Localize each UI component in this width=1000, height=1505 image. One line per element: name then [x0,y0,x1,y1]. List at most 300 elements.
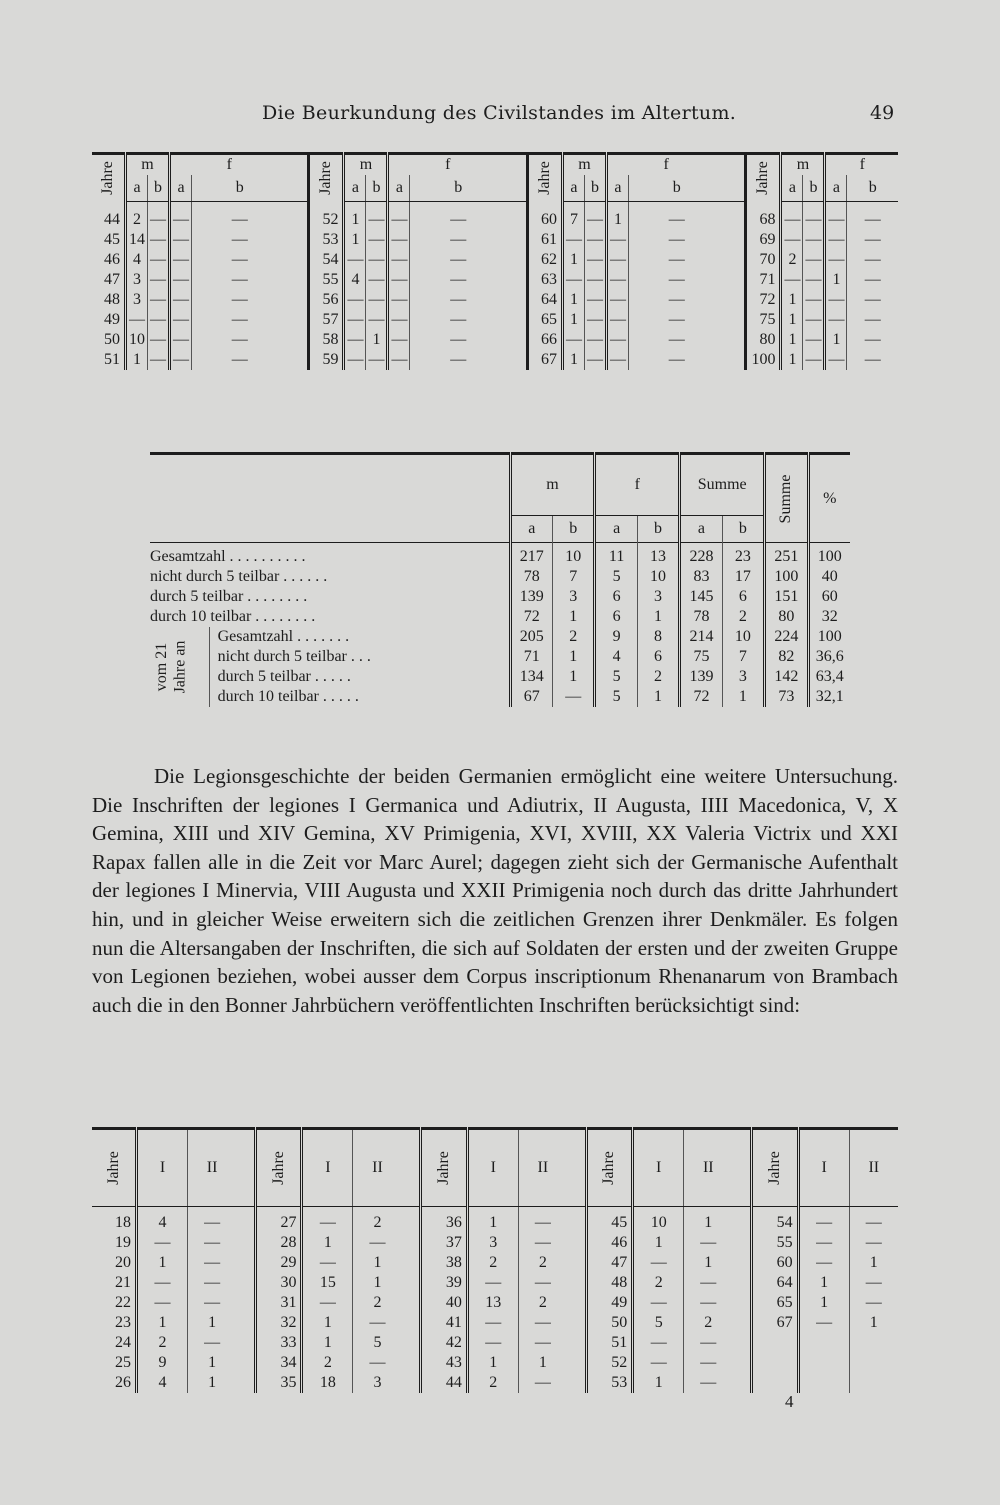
value-cell: 10 [722,627,764,647]
value-cell: 2 [302,1353,353,1373]
value-cell: 40 [808,567,850,587]
table-row [150,587,850,607]
row-label: durch 10 teilbar . . . . . . . . [150,608,316,625]
column-separator [567,1373,586,1393]
ii-header: II [849,1129,898,1207]
year-header-label: Jahre [754,161,772,196]
year-header-label: Jahre [104,1151,122,1185]
value-cell: 251 [765,543,808,568]
value-cell: 71 [510,647,552,667]
value-cell: — [410,230,527,250]
sub-header: b [366,175,388,202]
year-cell: 80 [746,330,781,350]
value-cell: 4 [344,270,366,290]
value-cell: — [148,290,170,310]
value-cell: 2 [781,250,803,270]
year-header [752,1129,799,1207]
value-cell: — [700,1354,717,1371]
value-cell: — [366,270,388,290]
table-row [92,1233,898,1253]
value-cell: — [204,1334,221,1351]
year-cell: 57 [309,310,344,330]
value-cell: 205 [510,627,552,647]
column-separator [236,1313,255,1333]
legion-age-table [92,1127,898,1393]
value-cell: — [366,202,388,231]
value-cell: — [192,310,309,330]
sub-header: b [722,516,764,543]
sub-header: a [562,175,584,202]
column-separator [732,1207,751,1234]
value-cell: 10 [126,330,148,350]
value-cell: — [534,1374,551,1391]
column-separator [567,1353,586,1373]
value-cell [849,1333,898,1353]
column-separator [732,1293,751,1313]
year-cell [752,1353,799,1373]
year-cell: 26 [92,1373,137,1393]
value-cell: — [170,202,192,231]
value-cell: 82 [765,647,808,667]
year-header-label: Jahre [99,161,116,196]
value-cell: 228 [680,543,722,568]
value-cell: 1 [373,1254,382,1271]
sub-header: b [803,175,825,202]
value-cell: — [148,250,170,270]
value-cell: 4 [137,1373,188,1393]
column-separator [732,1353,751,1373]
value-cell: 3 [467,1233,518,1253]
sub-header: b [148,175,170,202]
value-cell: 1 [467,1207,518,1234]
value-cell: — [204,1214,221,1231]
table-row [92,1313,898,1333]
i-header: I [633,1129,684,1207]
summe-rot-label: Summe [777,474,795,523]
value-cell: 5 [595,567,637,587]
value-cell: — [204,1274,221,1291]
i-header: I [467,1129,518,1207]
table-row [92,1333,898,1353]
value-cell: — [410,290,527,310]
column-separator [402,1129,421,1207]
year-cell: 64 [527,290,562,310]
value-cell: 67 [510,687,552,707]
year-cell: 65 [752,1293,799,1313]
column-separator [402,1333,421,1353]
row-label: Gesamtzahl . . . . . . . . . . [150,543,510,568]
column-separator [567,1273,586,1293]
value-cell [849,1373,898,1393]
value-cell: 7 [553,567,595,587]
body-paragraph [92,762,898,1019]
value-cell: 151 [765,587,808,607]
year-cell: 29 [255,1253,302,1273]
sub-header: b [637,516,679,543]
value-cell: — [798,1233,849,1253]
value-cell: 4 [126,250,148,270]
value-cell: 134 [510,667,552,687]
year-header [255,1129,302,1207]
row-label: nicht durch 5 teilbar . . . . . . [150,568,328,585]
value-cell: — [553,687,595,707]
year-cell: 60 [527,202,562,231]
sub-header: b [584,175,606,202]
value-cell: 139 [510,587,552,607]
page-number: 49 [870,102,895,124]
column-separator [402,1293,421,1313]
year-cell: 47 [92,270,126,290]
value-cell: — [534,1274,551,1291]
value-cell: — [700,1374,717,1391]
column-separator [732,1273,751,1293]
year-cell: 51 [92,350,126,370]
value-cell: — [302,1253,353,1273]
sub-header: a [388,175,410,202]
column-separator [567,1233,586,1253]
value-cell: 1 [467,1353,518,1373]
m-header: m [510,454,595,516]
value-cell: 1 [344,202,366,231]
ii-header: II [684,1129,733,1207]
value-cell: 3 [553,587,595,607]
year-cell: 34 [255,1353,302,1373]
sub-header: a [595,516,637,543]
value-cell: — [302,1207,353,1234]
value-cell: 32 [808,607,850,627]
value-cell: 139 [680,667,722,687]
value-cell: — [410,310,527,330]
value-cell: — [700,1294,717,1311]
value-cell: 1 [637,687,679,707]
year-cell: 40 [421,1293,468,1313]
year-cell: 50 [92,330,126,350]
value-cell: — [388,230,410,250]
row-label: durch 5 teilbar . . . . . . . . [150,588,308,605]
value-cell: 1 [606,202,628,231]
value-cell: 5 [373,1334,382,1351]
sub-header: b [847,175,898,202]
value-cell [798,1373,849,1393]
value-cell: — [864,291,881,308]
ii-header: II [518,1129,567,1207]
year-header [92,1129,137,1207]
ii-header: II [353,1129,402,1207]
value-cell: 6 [595,587,637,607]
i-header: I [798,1129,849,1207]
year-cell: 55 [309,270,344,290]
value-cell: — [366,310,388,330]
table-row [150,543,850,568]
year-cell: 72 [746,290,781,310]
value-cell: 1 [373,1274,382,1291]
sub-header: a [680,516,722,543]
year-cell: 64 [752,1273,799,1293]
value-cell: — [388,290,410,310]
sub-header: b [192,175,309,202]
value-cell: 1 [704,1214,713,1231]
value-cell: — [137,1293,188,1313]
value-cell: — [825,250,847,270]
year-header [421,1129,468,1207]
year-cell: 55 [752,1233,799,1253]
value-cell: 1 [562,350,584,370]
value-cell: 217 [510,543,552,568]
year-cell: 18 [92,1207,137,1234]
value-cell: — [410,350,527,370]
value-cell: 1 [137,1313,188,1333]
sub-header: a [344,175,366,202]
value-cell: — [562,270,584,290]
f-header: f [170,154,309,176]
value-cell: — [534,1214,551,1231]
value-cell: 60 [808,587,850,607]
value-cell: — [192,202,309,231]
year-cell: 67 [752,1313,799,1333]
table-row [92,230,898,250]
value-cell: — [628,310,745,330]
value-cell: — [803,290,825,310]
year-cell: 71 [746,270,781,290]
value-cell: 83 [680,567,722,587]
year-cell: 19 [92,1233,137,1253]
value-cell: — [628,270,745,290]
value-cell: 100 [808,627,850,647]
value-cell: — [606,330,628,350]
column-separator [732,1373,751,1393]
group-label [150,627,209,707]
year-cell: 61 [527,230,562,250]
value-cell: 8 [637,627,679,647]
value-cell: — [584,310,606,330]
value-cell: — [781,230,803,250]
f-header: f [859,156,865,173]
table-row [92,270,898,290]
year-cell: 44 [92,202,126,231]
value-cell: 1 [798,1273,849,1293]
value-cell: — [584,330,606,350]
value-cell: 18 [302,1373,353,1393]
year-cell: 47 [586,1253,633,1273]
column-separator [567,1293,586,1313]
year-cell: 70 [746,250,781,270]
value-cell: — [584,230,606,250]
value-cell: — [366,250,388,270]
value-cell: — [584,202,606,231]
value-cell: — [534,1334,551,1351]
column-separator [236,1129,255,1207]
value-cell: — [825,310,847,330]
value-cell: 1 [302,1333,353,1353]
value-cell: — [148,350,170,370]
column-separator [236,1253,255,1273]
value-cell: — [467,1313,518,1333]
column-separator [567,1333,586,1353]
value-cell: — [170,290,192,310]
value-cell: — [864,231,881,248]
value-cell: — [865,1294,882,1311]
m-header: m [126,154,170,176]
value-cell: 2 [538,1254,547,1271]
value-cell: — [606,310,628,330]
value-cell: 36,6 [808,647,850,667]
pct-header: % [808,454,850,543]
year-cell: 46 [586,1233,633,1253]
value-cell: 1 [633,1233,684,1253]
sub-header: b [628,175,745,202]
column-separator [732,1129,751,1207]
value-cell: 1 [562,290,584,310]
value-cell: — [388,330,410,350]
year-cell: 75 [746,310,781,330]
year-cell: 44 [421,1373,468,1393]
value-cell: 2 [467,1253,518,1273]
year-cell: 42 [421,1333,468,1353]
table-row [92,1253,898,1273]
value-cell: — [606,350,628,370]
value-cell: 1 [344,230,366,250]
value-cell: 72 [680,687,722,707]
value-cell: — [410,330,527,350]
row-label: Gesamtzahl . . . . . . . [217,628,350,645]
sub-header: a [170,175,192,202]
year-cell: 27 [255,1207,302,1234]
value-cell: 2 [553,627,595,647]
value-cell [849,1353,898,1373]
value-cell: — [467,1273,518,1293]
table-row [92,250,898,270]
value-cell: 10 [633,1207,684,1234]
value-cell: — [803,202,825,231]
value-cell: — [798,1253,849,1273]
year-cell: 65 [527,310,562,330]
table-row [92,1207,898,1234]
year-cell: 69 [746,230,781,250]
value-cell: — [864,251,881,268]
value-cell: — [344,250,366,270]
value-cell: — [825,230,847,250]
value-cell: — [302,1293,353,1313]
value-cell: — [803,230,825,250]
value-cell: 1 [562,310,584,330]
summary-table [150,452,850,707]
value-cell: 2 [637,667,679,687]
column-separator [236,1233,255,1253]
value-cell: — [192,250,309,270]
ii-header: II [187,1129,236,1207]
value-cell: 78 [680,607,722,627]
sub-header: b [553,516,595,543]
value-cell: — [192,350,309,370]
year-cell: 68 [746,202,781,231]
value-cell: — [825,290,847,310]
year-cell: 51 [586,1333,633,1353]
sub-header: a [825,175,847,202]
value-cell: — [825,202,847,231]
value-cell: 2 [373,1214,382,1231]
column-separator [402,1207,421,1234]
row-label: durch 10 teilbar . . . . . [217,688,359,705]
year-cell: 54 [752,1207,799,1234]
value-cell: 1 [781,310,803,330]
value-cell: — [344,310,366,330]
table-row [92,1273,898,1293]
value-cell: 1 [633,1373,684,1393]
row-label: nicht durch 5 teilbar . . . [217,648,371,665]
value-cell: 4 [595,647,637,667]
value-cell: 1 [208,1374,217,1391]
value-cell: — [781,202,803,231]
year-cell: 49 [92,310,126,330]
value-cell: 3 [722,667,764,687]
value-cell: — [584,290,606,310]
value-cell: 1 [704,1254,713,1271]
year-cell: 52 [586,1353,633,1373]
value-cell: 1 [798,1293,849,1313]
value-cell: — [388,350,410,370]
value-cell: — [864,351,881,368]
value-cell: — [534,1234,551,1251]
column-separator [732,1233,751,1253]
value-cell: 6 [595,607,637,627]
value-cell: 75 [680,647,722,667]
table-row [92,1293,898,1313]
value-cell: — [369,1234,386,1251]
value-cell: — [606,270,628,290]
year-header [309,154,344,202]
value-cell: 1 [869,1314,878,1331]
column-separator [402,1373,421,1393]
age-table-1 [92,152,898,370]
value-cell: 1 [366,330,388,350]
year-cell: 28 [255,1233,302,1253]
year-cell: 62 [527,250,562,270]
i-header: I [137,1129,188,1207]
value-cell: 1 [781,330,803,350]
year-cell: 48 [586,1273,633,1293]
value-cell: 1 [126,350,148,370]
value-cell: — [467,1333,518,1353]
table-row [150,607,850,627]
value-cell: — [628,202,745,231]
value-cell: — [204,1294,221,1311]
year-header-label: Jahre [600,1151,618,1185]
table-row [92,1353,898,1373]
value-cell: 1 [781,290,803,310]
value-cell: — [584,270,606,290]
year-cell: 32 [255,1313,302,1333]
value-cell: — [170,310,192,330]
year-header-label: Jahre [765,1151,783,1185]
column-separator [567,1313,586,1333]
value-cell: — [366,290,388,310]
value-cell: — [562,330,584,350]
value-cell: 100 [765,567,808,587]
year-cell: 45 [586,1207,633,1234]
value-cell: — [865,1214,882,1231]
year-cell: 53 [586,1373,633,1393]
value-cell: — [798,1207,849,1234]
value-cell: — [170,270,192,290]
value-cell: 17 [722,567,764,587]
label-header-blank [150,454,510,543]
value-cell: 1 [553,647,595,667]
year-cell: 56 [309,290,344,310]
value-cell: 1 [825,330,847,350]
value-cell: 1 [208,1354,217,1371]
table-row [92,310,898,330]
value-cell: 7 [562,202,584,231]
